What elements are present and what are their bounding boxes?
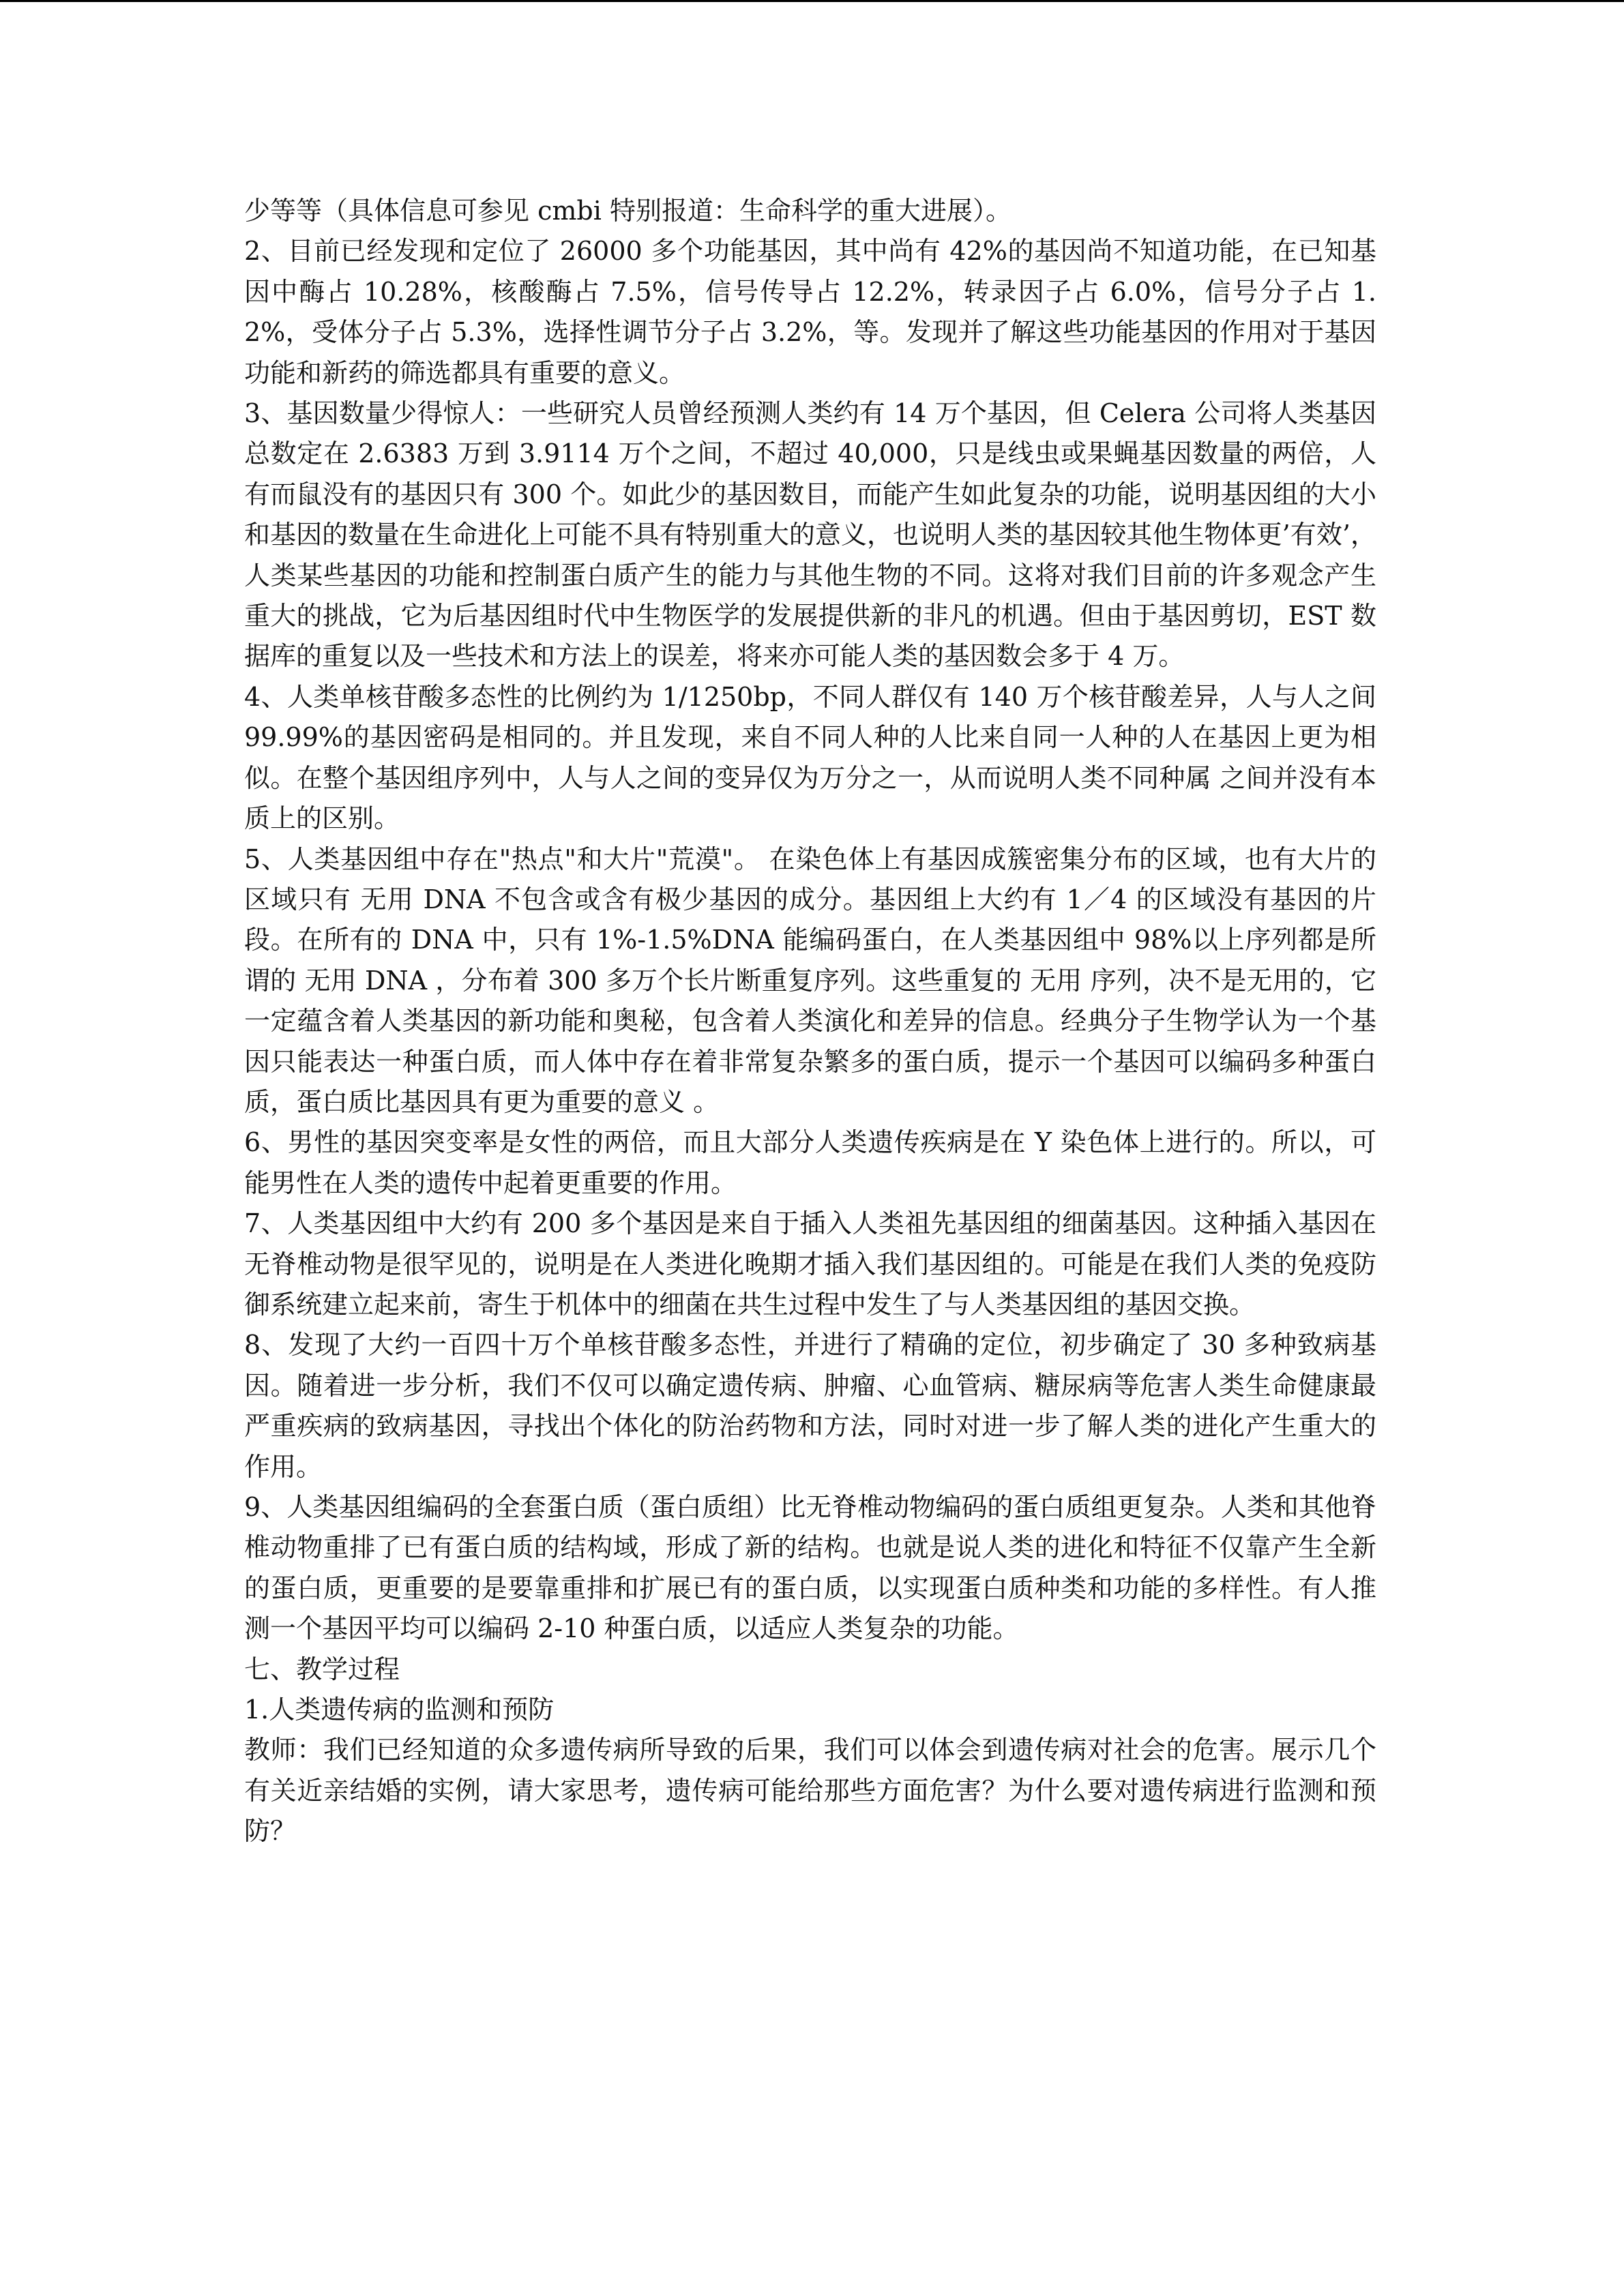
paragraph-item-9: 9、人类基因组编码的全套蛋白质（蛋白质组）比无脊椎动物编码的蛋白质组更复杂。人类和其他脊椎动物重排了已有蛋白质的结构域，形成了新的结构。也就是说人类的进化和特征不仅靠产生全新的蛋白质，更重要的是要靠重排和扩展已有的蛋白质，以实现蛋白质种类和功能的多样性。有人推测一个基因平均可以编码 2-10 种蛋白质，以适应人类复杂的功能。	[244, 1492, 1376, 1644]
paragraph-item-5: 5、人类基因组中存在"热点"和大片"荒漠"。 在染色体上有基因成簇密集分布的区域，也有大片的区域只有 无用 DNA 不包含或含有极少基因的成分。基因组上大约有 1／4 的区域没有基因的片段。在所有的 DNA 中，只有 1%-1.5%DNA 能编码蛋白，在人类基因组中 98%以上序列都是所谓的 无用 DNA ，分布着 300 多万个长片断重复序列。这些重复的 无用 序列，决不是无用的，它一定蕴含着人类基因的新功能和奥秘，包含着人类演化和差异的信息。经典分子生物学认为一个基因只能表达一种蛋白质，而人体中存在着非常复杂繁多的蛋白质，提示一个基因可以编码多种蛋白质，蛋白质比基因具有更为重要的意义 。	[244, 844, 1376, 1117]
section-heading: 七、教学过程	[244, 1654, 400, 1684]
paragraph-item-8: 8、发现了大约一百四十万个单核苷酸多态性，并进行了精确的定位，初步确定了 30 多种致病基因。随着进一步分析，我们不仅可以确定遗传病、肿瘤、心血管病、糖尿病等危害人类生命健康最严重疾病的致病基因，寻找出个体化的防治药物和方法，同时对进一步了解人类的进化产生重大的作用。	[244, 1330, 1376, 1482]
paragraph-item-2: 2、目前已经发现和定位了 26000 多个功能基因，其中尚有 42%的基因尚不知道功能，在已知基因中酶占 10.28%，核酸酶占 7.5%，信号传导占 12.2%，转录因子占 6.0%，信号分子占 1.2%，受体分子占 5.3%，选择性调节分子占 3.2%，等。发现并了解这些功能基因的作用对于基因功能和新药的筛选都具有重要的意义。	[244, 236, 1376, 388]
teacher-paragraph: 教师：我们已经知道的众多遗传病所导致的后果，我们可以体会到遗传病对社会的危害。展示几个有关近亲结婚的实例，请大家思考，遗传病可能给那些方面危害？为什么要对遗传病进行监测和预防？	[244, 1735, 1376, 1847]
paragraph-continuation: 少等等（具体信息可参见 cmbi 特别报道：生命科学的重大进展）。	[244, 196, 1012, 226]
document-body	[244, 191, 1376, 1852]
paragraph-item-7: 7、人类基因组中大约有 200 多个基因是来自于插入人类祖先基因组的细菌基因。这种插入基因在无脊椎动物是很罕见的，说明是在人类进化晚期才插入我们基因组的。可能是在我们人类的免疫防御系统建立起来前，寄生于机体中的细菌在共生过程中发生了与人类基因组的基因交换。	[244, 1208, 1376, 1320]
paragraph-item-6: 6、男性的基因突变率是女性的两倍，而且大部分人类遗传疾病是在 Y 染色体上进行的。所以，可能男性在人类的遗传中起着更重要的作用。	[244, 1127, 1376, 1198]
top-border-line	[0, 0, 1624, 2]
paragraph-item-3: 3、基因数量少得惊人：一些研究人员曾经预测人类约有 14 万个基因，但 Celera 公司将人类基因总数定在 2.6383 万到 3.9114 万个之间，不超过 40,000，只是线虫或果蝇基因数量的两倍，人有而鼠没有的基因只有 300 个。如此少的基因数目，而能产生如此复杂的功能，说明基因组的大小和基因的数量在生命进化上可能不具有特别重大的意义，也说明人类的基因较其他生物体更’有效’，人类某些基因的功能和控制蛋白质产生的能力与其他生物的不同。这将对我们目前的许多观念产生重大的挑战，它为后基因组时代中生物医学的发展提供新的非凡的机遇。但由于基因剪切，EST 数据库的重复以及一些技术和方法上的误差，将来亦可能人类的基因数会多于 4 万。	[244, 398, 1376, 672]
paragraph-item-4: 4、人类单核苷酸多态性的比例约为 1/1250bp，不同人群仅有 140 万个核苷酸差异，人与人之间 99.99%的基因密码是相同的。并且发现，来自不同人种的人比来自同一人种的人在基因上更为相似。在整个基因组序列中，人与人之间的变异仅为万分之一，从而说明人类不同种属 之间并没有本质上的区别。	[244, 681, 1376, 834]
subsection-heading: 1.人类遗传病的监测和预防	[244, 1695, 555, 1725]
